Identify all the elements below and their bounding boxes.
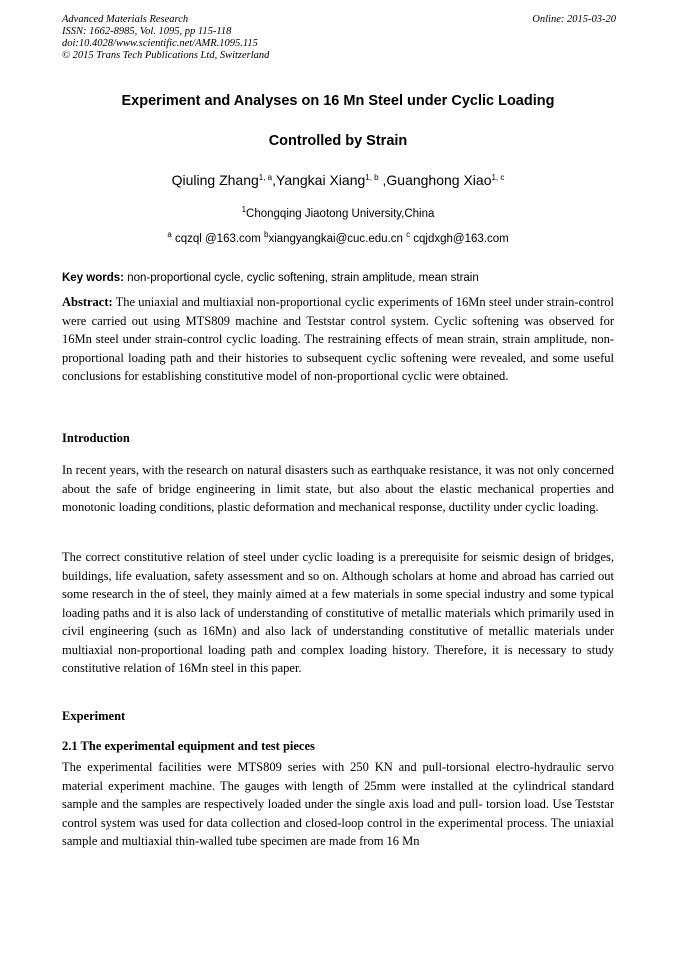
- journal-header: [62, 14, 269, 62]
- doi-line: doi:10.4028/www.scientific.net/AMR.1095.115: [62, 38, 258, 49]
- author-list: [62, 172, 614, 188]
- affiliation: [62, 205, 614, 220]
- keywords-text: non-proportional cycle, cyclic softening, strain amplitude, mean strain: [124, 272, 479, 284]
- journal-name: Advanced Materials Research: [62, 14, 189, 25]
- author-name: Qiuling Zhang: [171, 172, 259, 188]
- experiment-heading: Experiment: [62, 709, 126, 723]
- author-name: ,Yangkai Xiang: [272, 172, 366, 188]
- author-affiliation-mark: 1, c: [491, 173, 505, 182]
- email-mark: a: [167, 230, 172, 239]
- issn-line: ISSN: 1662-8985, Vol. 1095, pp 115-118: [62, 26, 232, 37]
- abstract: [62, 293, 614, 386]
- abstract-text: The uniaxial and multiaxial non-proportional cyclic experiments of 16Mn steel under strain-control were carried out using MTS809 machine and Teststar control system. Cyclic softening was observed for 16Mn steel under strain-control cyclic loading. The restraining effects of mean strain, strain amplitude, non-proportional loading path and their histories to subsequent cyclic softening were revealed, and some useful conclusions for establishing constitutive model of non-proportional cyclic were obtained.: [62, 295, 614, 383]
- author-affiliation-mark: 1, b: [365, 173, 379, 182]
- email-mark: b: [263, 230, 269, 239]
- email-list: [62, 230, 614, 245]
- author-name: ,Guanghong Xiao: [378, 172, 492, 188]
- email-address: cqjdxgh@163.com: [410, 233, 509, 245]
- abstract-label: Abstract:: [62, 295, 113, 309]
- experiment-subheading: 2.1 The experimental equipment and test pieces: [62, 739, 315, 753]
- introduction-heading: Introduction: [62, 431, 130, 445]
- online-date: Online: 2015-03-20: [532, 14, 616, 25]
- affiliation-text: Chongqing Jiaotong University,China: [246, 208, 435, 220]
- experiment-paragraph-1: The experimental facilities were MTS809 series with 250 KN and pull-torsional electro-hydraulic servo material experiment machine. The gauges with length of 25mm were installed at the cylindrical standard sample and the samples are respectively loaded under the single axis load and pull- torsion load. Use Teststar control system was used for data collection and closed-loop control in the experimental process. The uniaxial sample and multiaxial thin-walled tube specimen are made from 16 Mn: [62, 760, 614, 848]
- paper-title-line-2: Controlled by Strain: [268, 133, 408, 149]
- email-address: cqzql @163.com: [171, 233, 264, 245]
- email-mark: c: [406, 230, 411, 239]
- paper-title-line-1: Experiment and Analyses on 16 Mn Steel under Cyclic Loading: [121, 93, 555, 109]
- keywords-label: Key words:: [62, 272, 124, 284]
- affiliation-mark: 1: [241, 205, 247, 214]
- author-affiliation-mark: 1, a: [258, 173, 273, 182]
- introduction-paragraph-2: The correct constitutive relation of steel under cyclic loading is a prerequisite for seismic design of bridges, buildings, life evaluation, safety assessment and so on. Although scholars at home and abroad has carried out some research in the of steel, they mainly aimed at a few materials in some special industry and some typical loading paths and it is also lack of understanding of constitutive of metallic materials which primarily used in civil engineering (such as 16Mn) and also lack of understanding constitutive of metallic materials under multiaxial non-proportional loading path and complex loading history. Therefore, it is necessary to study constitutive relation of 16Mn steel in this paper.: [62, 550, 614, 675]
- email-address: xiangyangkai@cuc.edu.cn: [268, 233, 407, 245]
- copyright-line: © 2015 Trans Tech Publications Ltd, Switzerland: [62, 50, 270, 61]
- keywords: [62, 272, 614, 284]
- introduction-paragraph-1: In recent years, with the research on natural disasters such as earthquake resistance, it was not only concerned about the safe of bridge engineering in limit state, but also about the elastic mechanical properties and monotonic loading conditions, plastic deformation and mechanical response, ductility under cyclic loading.: [62, 463, 614, 514]
